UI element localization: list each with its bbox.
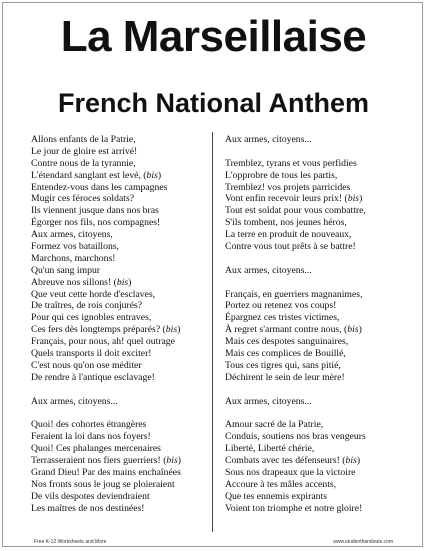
lyric-line: De rendre à l'antique esclavage!: [31, 371, 155, 383]
lyric-line: [225, 146, 405, 158]
lyric-line: Grand Dieu! Par des mains enchaînées: [31, 466, 181, 478]
lyric-line: Voient ton triomphe et notre gloire!: [225, 502, 363, 514]
lyric-line: Aux armes, citoyens...: [225, 134, 312, 145]
lyric-line: La terre en produit de nouveaux,: [225, 229, 352, 241]
lyric-line: Aux armes, citoyens...: [31, 395, 118, 407]
lyric-line: Nos fronts sous le joug se ploieraient: [31, 478, 175, 490]
lyric-line: Pour qui ces ignobles entraves,: [31, 312, 152, 324]
lyric-line: Ils viennent jusque dans nos bras: [31, 205, 159, 217]
page-subtitle: French National Anthem: [57, 88, 370, 118]
lyric-line: Tremblez! vos projets parricides: [225, 181, 351, 193]
lyrics-column-left: [31, 134, 207, 515]
lyric-line: S'ils tombent, nos jeunes héros,: [225, 217, 347, 229]
lyric-line: Aux armes, citoyens...: [225, 395, 312, 407]
lyric-line: Ces fers dès longtemps préparés? (bis): [31, 324, 181, 336]
lyric-line: Formez vos bataillons,: [31, 241, 119, 253]
lyric-line: Aux armes, citoyens...: [225, 264, 312, 276]
lyric-line: Que veut cette horde d'esclaves,: [31, 288, 156, 300]
lyric-line: Contre nous de la tyrannie,: [31, 157, 136, 169]
lyric-line: [31, 384, 207, 396]
lyric-line: Vont enfin recevoir leurs prix! (bis): [225, 193, 363, 205]
lyric-line: Mais ces complices de Bouillé,: [225, 348, 346, 360]
lyric-line: Mugir ces féroces soldats?: [31, 193, 135, 205]
lyric-line: [31, 407, 207, 419]
footer-url[interactable]: www.studenthandouts.com: [333, 539, 393, 545]
lyric-line: Français, en guerriers magnanimes,: [225, 288, 363, 300]
lyric-line: Conduis, soutiens nos bras vengeurs: [225, 431, 366, 443]
lyric-line: Abreuve nos sillons! (bis): [31, 276, 132, 288]
lyric-line: C'est nous qu'on ose méditer: [31, 359, 142, 371]
lyric-line: L'étendard sanglant est levé, (bis): [31, 169, 162, 181]
footer-credit: Free K-12 Worksheets and More: [34, 539, 107, 545]
lyric-line: Que tes ennemis expirants: [225, 490, 327, 502]
lyric-line: [225, 253, 405, 265]
lyric-line: Quels transports il doit exciter!: [31, 348, 152, 360]
column-divider: [212, 132, 213, 532]
lyric-line: L'opprobre de tous les partis,: [225, 169, 338, 181]
lyric-line: Le jour de gloire est arrivé!: [31, 145, 138, 157]
lyrics-column-right: [225, 134, 405, 515]
lyric-line: Égorger nos fils, nos compagnes!: [31, 217, 161, 229]
lyric-line: Épargnez ces tristes victimes,: [225, 312, 340, 324]
lyric-line: Allons enfants de la Patrie,: [31, 134, 136, 145]
lyric-line: De vils despotes deviendraient: [31, 490, 150, 502]
lyric-line: Liberté, Liberté chérie,: [225, 443, 315, 455]
lyric-line: Contre vous tout prêts à se battre!: [225, 241, 356, 253]
lyric-line: Marchons, marchons!: [31, 252, 116, 264]
lyric-line: De traîtres, de rois conjurés?: [31, 300, 143, 312]
lyric-line: Les maîtres de nos destinées!: [31, 502, 145, 514]
lyric-line: Entendez-vous dans les campagnes: [31, 181, 168, 193]
lyric-line: Déchirent le sein de leur mère!: [225, 371, 345, 383]
lyric-line: Terrasseraient nos fiers guerriers! (bis): [31, 455, 181, 467]
lyric-line: Amour sacré de la Patrie,: [225, 419, 324, 431]
lyric-line: Accoure à tes mâles accents,: [225, 478, 337, 490]
lyric-line: Tout est soldat pour vous combattre,: [225, 205, 366, 217]
lyric-line: Aux armes, citoyens,: [31, 229, 113, 241]
lyric-line: Feraient la loi dans nos foyers!: [31, 431, 151, 443]
lyric-line: Quoi! Ces phalanges mercenaires: [31, 443, 161, 455]
lyric-line: [225, 407, 405, 419]
lyric-line: À regret s'armant contre nous, (bis): [225, 324, 362, 336]
lyric-line: Mais ces despotes sanguinaires,: [225, 336, 349, 348]
lyric-line: Tous ces tigres qui, sans pitié,: [225, 359, 341, 371]
lyric-line: Portez ou retenez vos coups!: [225, 300, 337, 312]
lyric-line: [225, 277, 405, 289]
lyric-line: Tremblez, tyrans et vous perfidies: [225, 157, 357, 169]
page-title: La Marseillaise: [60, 12, 367, 61]
lyric-line: Sous nos drapeaux que la victoire: [225, 466, 356, 478]
lyric-line: Combats avec tes défenseurs! (bis): [225, 455, 361, 467]
lyric-line: Quoi! des cohortes étrangères: [31, 419, 147, 431]
lyric-line: Français, pour nous, ah! quel outrage: [31, 336, 175, 348]
lyric-line: [225, 384, 405, 396]
lyric-line: Qu'un sang impur: [31, 264, 101, 276]
